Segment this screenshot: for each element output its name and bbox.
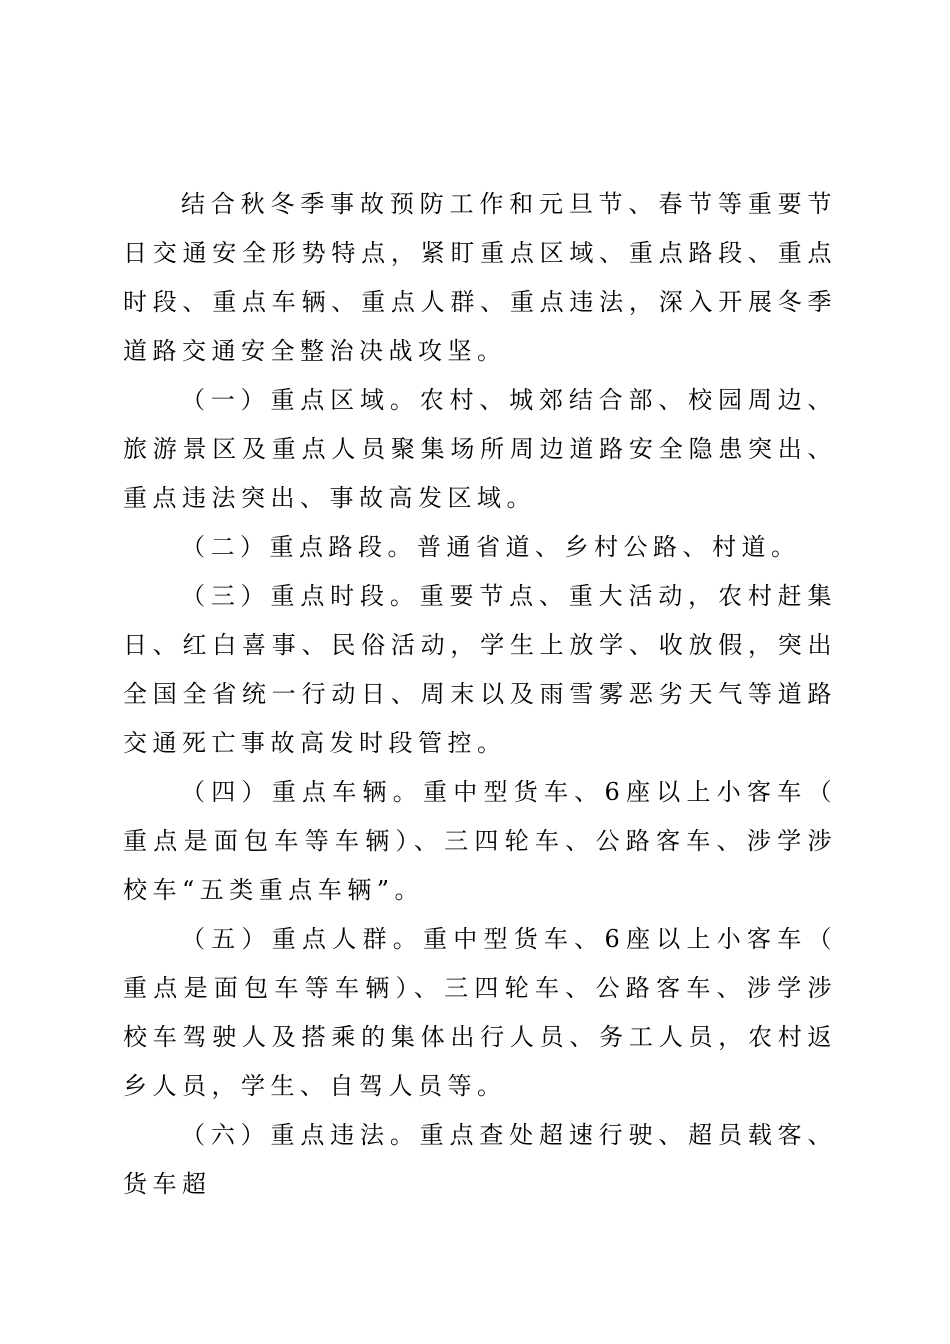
document-body: [123, 180, 837, 1209]
paragraph-key-roads: （二）重点路段。普通省道、乡村公路、村道。: [181, 533, 801, 561]
paragraph-key-areas: （一）重点区域。农村、城郊结合部、校园周边、旅游景区及重点人员聚集场所周边道路安全隐患突出、重点违法突出、事故高发区域。: [123, 386, 837, 512]
paragraph-key-periods: （三）重点时段。重要节点、重大活动，农村赶集日、红白喜事、民俗活动，学生上放学、收放假，突出全国全省统一行动日、周末以及雨雪雾恶劣天气等道路交通死亡事故高发时段管控。: [123, 582, 837, 757]
paragraph-key-vehicles: （四）重点车辆。重中型货车、6座以上小客车（重点是面包车等车辆）、三四轮车、公路客车、涉学涉校车“五类重点车辆”。: [123, 778, 837, 904]
paragraph-intro: 结合秋冬季事故预防工作和元旦节、春节等重要节日交通安全形势特点，紧盯重点区域、重点路段、重点时段、重点车辆、重点人群、重点违法，深入开展冬季道路交通安全整治决战攻坚。: [123, 190, 837, 365]
paragraph-key-violations: （六）重点违法。重点查处超速行驶、超员载客、货车超: [123, 1121, 837, 1198]
paragraph-key-groups: （五）重点人群。重中型货车、6座以上小客车（重点是面包车等车辆）、三四轮车、公路客车、涉学涉校车驾驶人及搭乘的集体出行人员、务工人员，农村返乡人员，学生、自驾人员等。: [123, 925, 837, 1100]
